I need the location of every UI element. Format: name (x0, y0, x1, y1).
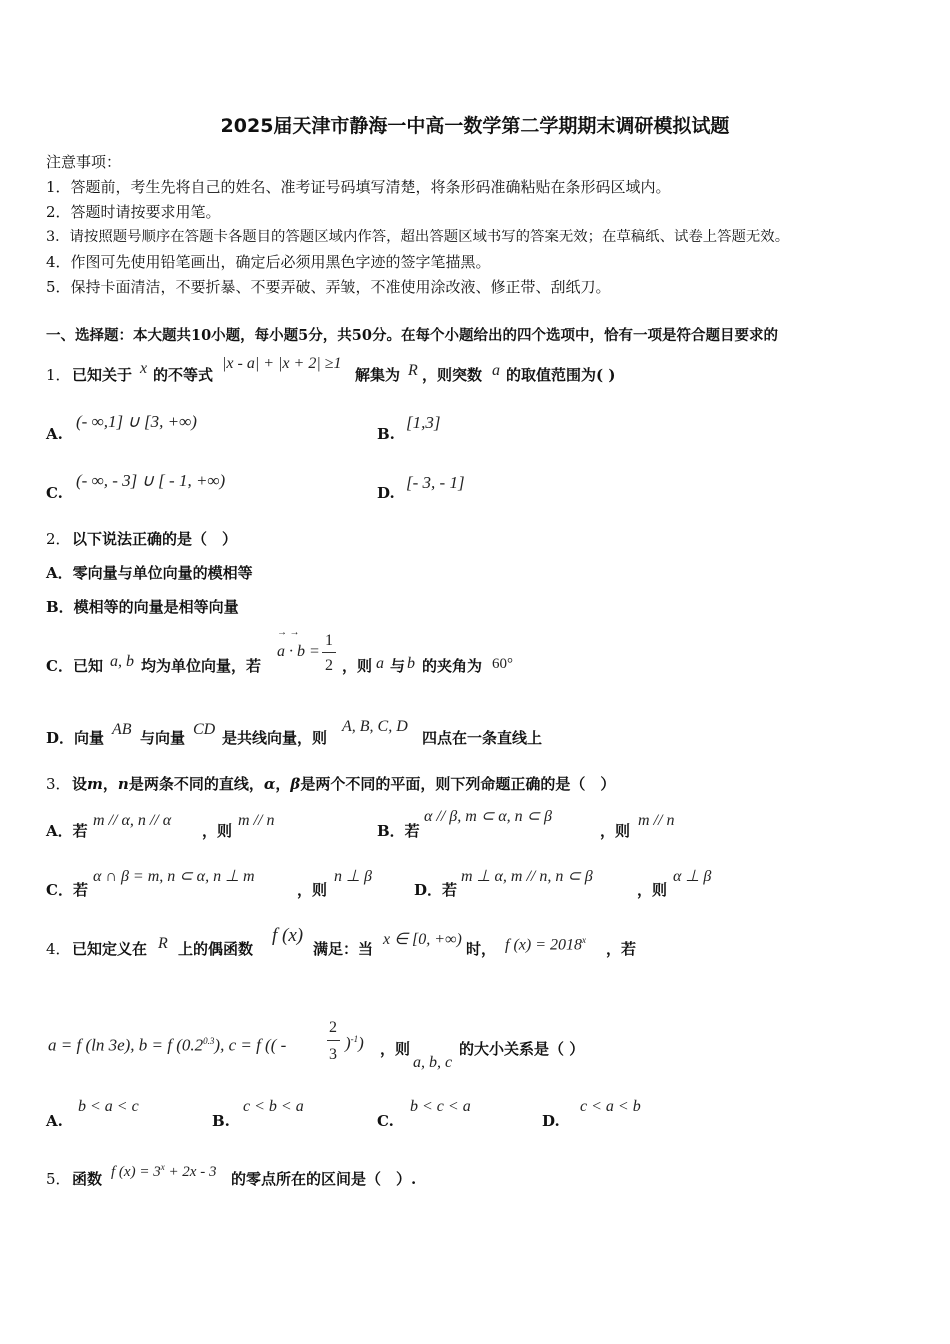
q4-math: f (x) (272, 925, 304, 946)
q1-text: 的不等式 (153, 366, 214, 384)
q1-text: ，则突数 (422, 366, 483, 384)
q5-math-part: f (x) = 3 (111, 1164, 161, 1180)
q3-text: ，则 (297, 881, 328, 899)
q4-expr-part: ) (345, 1033, 351, 1053)
q1-text: 已知关于 (72, 366, 133, 384)
q4-text: 时， (466, 940, 497, 958)
q4-text: 上的偶函数 (178, 940, 254, 958)
q4-frac-den: 3 (329, 1046, 337, 1063)
q4-option-b-label: B. (212, 1112, 230, 1130)
fraction-denominator: 2 (325, 657, 333, 674)
q3-stem-text: 是两个不同的平面，则下列命题正确的是（ ） (300, 775, 616, 793)
q3-math: m // n (638, 812, 675, 829)
q5-text: 函数 (72, 1170, 103, 1188)
q4-expr-part: ), c = f (( - (214, 1035, 287, 1055)
q4-math: a, b, c (413, 1054, 453, 1071)
q1-math: |x - a| + |x + 2| ≥1 (222, 355, 342, 372)
q4-option-c-math: b < c < a (410, 1098, 471, 1115)
q3-stem-var: n (117, 775, 129, 793)
q4-option-c-label: C. (377, 1112, 394, 1130)
q4-expr-tail (345, 1030, 364, 1053)
q4-expr-sup: 0.3 (203, 1036, 215, 1046)
q4-frac-bar (327, 1040, 340, 1041)
section-heading: 一、选择题：本大题共10小题，每小题5分，共50分。在每个小题给出的四个选项中，恰有一项是符合题目要求的 (46, 327, 778, 344)
q4-math: x ∈ [0, +∞) (383, 931, 462, 948)
q4-text: ，若 (606, 940, 637, 958)
q1-math: R (408, 362, 418, 379)
q2-text: 四点在一条直线上 (422, 729, 543, 747)
q1-number: 1． (46, 366, 71, 384)
q2-option-c-label: C．已知 (46, 657, 103, 675)
q4-expression (48, 1032, 286, 1055)
q2-math: a, b (110, 653, 134, 670)
q2-math: a · b = (277, 643, 320, 660)
q2-option-a: A．零向量与单位向量的模相等 (46, 564, 253, 582)
page-title: 2025届天津市静海一中高一数学第二学期期末调研模拟试题 (220, 115, 730, 137)
fraction-bar (322, 652, 336, 653)
q4-option-d-label: D. (542, 1112, 560, 1130)
q3-math: m ⊥ α, m // n, n ⊂ β (461, 868, 593, 885)
q3-math: α ∩ β = m, n ⊂ α, n ⊥ m (93, 868, 255, 885)
q2-option-d-label: D．向量 (46, 729, 105, 747)
q3-math: m // n (238, 812, 275, 829)
vector-arrow-icon: → → (277, 627, 300, 638)
q1-option-d-math: [- 3, - 1] (406, 473, 465, 492)
q3-stem-text: 设 (72, 775, 88, 793)
q3-stem-var: m (87, 775, 103, 793)
q5-math-part: + 2x - 3 (164, 1164, 217, 1180)
notice-item: 5．保持卡面清洁，不要折暴、不要弄破、弄皱，不准使用涂改液、修正带、刮纸刀。 (46, 278, 611, 296)
notice-item: 1．答题前，考生先将自己的姓名、准考证号码填写清楚，将条形码准确粘贴在条形码区域内。 (46, 178, 671, 196)
q3-stem-text: ， (102, 775, 118, 793)
q2-number: 2． (46, 530, 71, 548)
q4-option-b-math: c < b < a (243, 1098, 304, 1115)
q4-text: 的大小关系是（ ） (459, 1040, 585, 1058)
q2-math: b (407, 655, 415, 672)
q3-option-a-label: A．若 (46, 822, 88, 840)
q3-text: ，则 (600, 822, 631, 840)
q5-number: 5． (46, 1170, 71, 1188)
q2-math: 60° (492, 656, 513, 672)
q1-math: x (140, 360, 148, 377)
q3-option-c-label: C．若 (46, 881, 88, 899)
notice-item: 4．作图可先使用铅笔画出，确定后必须用黑色字迹的签字笔描黑。 (46, 253, 491, 271)
q2-text: 是共线向量，则 (222, 729, 328, 747)
q2-math: CD (193, 721, 216, 738)
q1-option-d-label: D. (377, 484, 395, 502)
q2-stem: 以下说法正确的是（ ） (72, 530, 238, 548)
q3-stem-var: α (263, 775, 276, 793)
q3-math: α ⊥ β (673, 868, 712, 885)
q3-option-d-label: D．若 (414, 881, 458, 899)
q4-expr-part: a = f (ln 3e), b = f (0.2 (48, 1035, 204, 1055)
q4-number: 4． (46, 940, 71, 958)
q3-option-b-label: B．若 (377, 822, 420, 840)
q4-text: 已知定义在 (72, 940, 148, 958)
q1-option-c-math: (- ∞, - 3] ∪ [ - 1, +∞) (76, 471, 226, 490)
q2-math: A, B, C, D (342, 718, 408, 735)
q1-math: a (492, 362, 500, 379)
q5-math-sup: x (160, 1162, 165, 1172)
q4-math: R (158, 935, 168, 952)
q3-stem-text: 是两条不同的直线， (128, 775, 264, 793)
q4-expr-part: ) (358, 1033, 364, 1053)
q3-text: ，则 (637, 881, 668, 899)
q3-number: 3． (46, 775, 71, 793)
q4-math-part: f (x) = 2018 (505, 936, 582, 954)
q2-text: 的夹角为 (422, 657, 483, 675)
q2-text: 均为单位向量，若 (141, 657, 262, 675)
q3-stem-text: ， (275, 775, 291, 793)
q4-option-a-label: A. (46, 1112, 63, 1130)
q2-math: AB (112, 721, 132, 738)
fraction-numerator: 1 (325, 632, 333, 649)
q5-text: 的零点所在的区间是（ ）. (231, 1170, 417, 1188)
q1-option-a-label: A. (46, 425, 63, 443)
notice-item: 3．请按照题号顺序在答题卡各题目的答题区域内作答，超出答题区域书写的答案无效；在草稿纸、试卷上答题无效。 (46, 229, 790, 245)
q4-frac-num: 2 (329, 1019, 337, 1036)
q4-text: 满足：当 (313, 940, 374, 958)
q5-math (111, 1158, 216, 1181)
q4-text: ，则 (380, 1040, 411, 1058)
q4-option-a-math: b < a < c (78, 1098, 139, 1115)
q2-math: a (376, 655, 384, 672)
q3-math: m // α, n // α (93, 812, 172, 829)
notice-heading: 注意事项： (46, 153, 122, 171)
notice-item: 2．答题时请按要求用笔。 (46, 203, 221, 221)
q4-option-d-math: c < a < b (580, 1098, 641, 1115)
q3-stem-var: β (290, 775, 301, 793)
q2-text: 与 (390, 657, 406, 675)
q4-expr-sup: -1 (350, 1034, 359, 1044)
q1-option-a-math: (- ∞,1] ∪ [3, +∞) (76, 412, 197, 431)
q1-text: 的取值范围为( ) (506, 366, 616, 384)
q4-math-sup: x (582, 935, 586, 945)
q3-text: ，则 (202, 822, 233, 840)
q3-stem (72, 775, 615, 793)
q1-option-b-label: B. (377, 425, 395, 443)
q1-option-b-math: [1,3] (406, 413, 441, 432)
q2-text: ，则 (342, 657, 373, 675)
q4-math (505, 931, 586, 954)
q1-text: 解集为 (355, 366, 401, 384)
q2-text: 与向量 (140, 729, 186, 747)
q2-option-b: B．模相等的向量是相等向量 (46, 598, 239, 616)
q3-math: n ⊥ β (334, 868, 372, 885)
q3-math: α // β, m ⊂ α, n ⊂ β (424, 808, 552, 825)
q1-option-c-label: C. (46, 484, 63, 502)
